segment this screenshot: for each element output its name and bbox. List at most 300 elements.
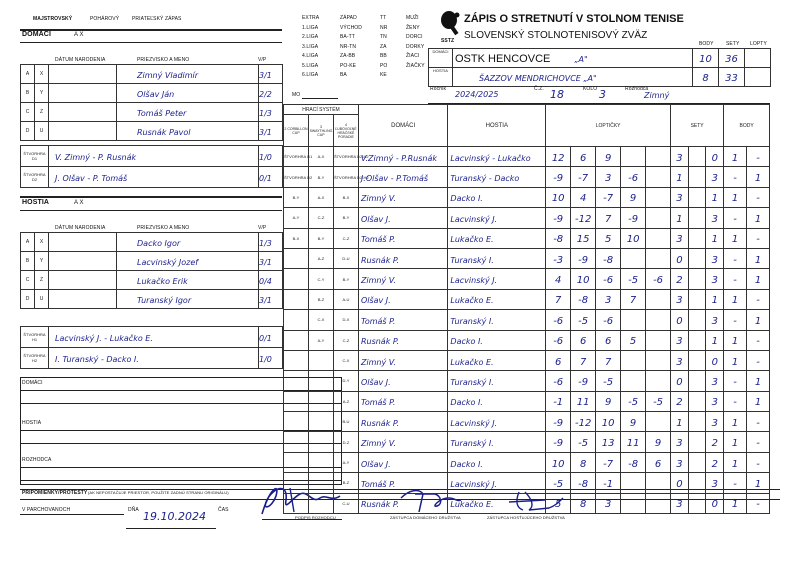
- ball-score[interactable]: -5: [553, 478, 564, 490]
- sets-home[interactable]: 2: [676, 397, 683, 409]
- sets-home[interactable]: 0: [676, 254, 683, 266]
- match-home-player[interactable]: Olšav J.: [360, 459, 391, 469]
- sets-home[interactable]: 3: [676, 295, 683, 307]
- ball-score[interactable]: 3: [604, 295, 612, 307]
- ball-score[interactable]: -7: [603, 458, 614, 470]
- system-code: A-Z: [342, 398, 350, 404]
- system-code: D-X: [342, 317, 350, 323]
- ball-score[interactable]: -5: [578, 315, 589, 327]
- sets-home[interactable]: 3: [676, 152, 683, 164]
- player-name[interactable]: Zimný Vladimír: [137, 71, 199, 80]
- domaci-col-datum: DÁTUM NARODENIA: [55, 57, 106, 63]
- away-body[interactable]: 8: [702, 73, 709, 84]
- col-lopty-label: LOPTY: [750, 41, 767, 47]
- hostia-col-vp: V/P: [258, 225, 267, 231]
- cat-majstrovsky: MAJSTROVSKÝ: [33, 16, 73, 22]
- date-label: DŇA: [128, 507, 139, 513]
- form-title: ZÁPIS O STRETNUTÍ V STOLNOM TENISE: [464, 13, 684, 25]
- ball-score[interactable]: 6: [555, 356, 562, 368]
- ball-score[interactable]: -6: [603, 315, 614, 327]
- ball-score[interactable]: 9: [604, 152, 612, 164]
- match-away-player[interactable]: Dacko I.: [450, 459, 483, 469]
- sets-away[interactable]: 0: [711, 356, 718, 368]
- table-row: D U Rusnák Pavol 3/1: [21, 122, 283, 141]
- sets-home[interactable]: 1: [676, 417, 683, 429]
- match-away-player[interactable]: Turanský - Dacko: [450, 174, 520, 184]
- ball-score[interactable]: 4: [579, 193, 587, 205]
- ball-score[interactable]: -8: [578, 478, 589, 490]
- ball-score[interactable]: 6: [654, 458, 662, 470]
- table-row: ŠTVORHRA H2 I. Turanský - Dacko I. 1/0: [21, 348, 283, 369]
- match-away-player[interactable]: Lacvinský - Lukačko: [450, 153, 531, 163]
- player-name[interactable]: Dacko Igor: [137, 239, 181, 248]
- ball-score[interactable]: 5: [604, 234, 612, 246]
- sets-away[interactable]: 2: [711, 438, 718, 450]
- match-home-player[interactable]: Tomáš P.: [360, 398, 396, 408]
- sets-home[interactable]: 0: [676, 315, 683, 327]
- sets-away[interactable]: 3: [711, 376, 718, 388]
- player-vp[interactable]: 3/1: [259, 296, 272, 305]
- table-row: ŠTVORHRA D1 V. Zimný - P. Rusnák 1/0: [21, 146, 283, 167]
- ball-score[interactable]: 11: [576, 397, 590, 409]
- match-row: [284, 187, 770, 207]
- mo-label: MO: [292, 92, 301, 98]
- match-home-player[interactable]: Rusnák P.: [360, 418, 400, 428]
- system-code: B-Y: [292, 194, 300, 200]
- sets-home[interactable]: 3: [676, 458, 683, 470]
- ball-score[interactable]: 9: [654, 438, 662, 450]
- points-home[interactable]: 1: [731, 152, 739, 164]
- doubles-name[interactable]: J. Olšav - P. Tomáš: [55, 174, 128, 183]
- match-row: [284, 208, 770, 228]
- points-home[interactable]: -: [733, 478, 737, 490]
- sets-away[interactable]: 3: [711, 173, 718, 185]
- sets-away[interactable]: 3: [711, 315, 718, 327]
- match-away-player[interactable]: Lacvinský J.: [450, 479, 498, 489]
- rozhodca-label: Rozhodca: [625, 86, 649, 92]
- match-home-player[interactable]: Rusnák P.: [360, 337, 400, 347]
- league-col-4: MUŽI ŽENY DORCI DORKY ŽIACI ŽIAČKY: [406, 15, 425, 69]
- doubles-vp[interactable]: 0/1: [259, 174, 272, 183]
- points-away[interactable]: 1: [754, 376, 762, 388]
- match-away-player[interactable]: Lukačko E.: [450, 357, 494, 367]
- hdr-hostia: HOSTIA: [448, 105, 546, 147]
- ball-score[interactable]: -12: [574, 213, 592, 225]
- home-sety[interactable]: 36: [725, 54, 738, 65]
- ball-score[interactable]: 12: [551, 152, 565, 164]
- ball-score[interactable]: -7: [603, 193, 614, 205]
- ball-score[interactable]: -3: [553, 254, 564, 266]
- points-away[interactable]: -: [756, 336, 760, 348]
- pripomienky-note: (AK NEPOSTAČUJE PRIESTOR, POUŽITE ZADNÚ STRANU ORIGINÁLU): [88, 490, 229, 495]
- match-home-player[interactable]: Zimný V.: [360, 439, 396, 449]
- hdr-sety: SETY: [671, 105, 724, 147]
- date-value[interactable]: 19.10.2024: [143, 510, 206, 523]
- ball-score[interactable]: -6: [553, 336, 564, 348]
- doubles-name[interactable]: I. Turanský - Dacko I.: [55, 355, 139, 364]
- sig-rozhodca-label: PODPIS ROZHODCU: [295, 515, 336, 520]
- ball-score[interactable]: 10: [576, 275, 590, 287]
- ball-score[interactable]: -9: [578, 376, 589, 388]
- match-away-player[interactable]: Turanský I.: [450, 439, 494, 449]
- doubles-name[interactable]: V. Zimný - P. Rusnák: [55, 153, 137, 162]
- points-home[interactable]: 1: [731, 417, 739, 429]
- points-away[interactable]: 1: [754, 478, 762, 490]
- match-home-player[interactable]: Olšav J.: [360, 214, 391, 224]
- match-away-player[interactable]: Dacko I.: [450, 337, 483, 347]
- system-code: C-Z: [317, 215, 325, 221]
- ball-score[interactable]: -5: [628, 275, 639, 287]
- system-code: B-Y: [342, 276, 350, 282]
- sets-home[interactable]: 1: [676, 173, 683, 185]
- sets-away[interactable]: 3: [711, 275, 718, 287]
- sstz-logo: SSTZ: [438, 10, 462, 44]
- ball-score[interactable]: 8: [579, 499, 587, 511]
- cz-label: Č.Z.: [534, 86, 544, 92]
- match-row: [284, 432, 770, 452]
- match-row: [284, 248, 770, 268]
- system-code: ŠTVORHRA D2-H2: [333, 154, 369, 160]
- ball-score[interactable]: 7: [629, 295, 637, 307]
- points-home[interactable]: 1: [731, 458, 739, 470]
- system-code: B-X: [292, 235, 300, 241]
- teams-table: [428, 48, 771, 87]
- sets-away[interactable]: 3: [711, 478, 718, 490]
- col-sety-label: SETY: [726, 41, 740, 47]
- ball-score[interactable]: -12: [574, 417, 592, 429]
- player-name[interactable]: Lukačko Erik: [137, 277, 188, 286]
- sets-away[interactable]: 3: [711, 213, 718, 225]
- away-team-name[interactable]: ŠAZZOV MENDRICHOVCE „A": [479, 74, 597, 83]
- system-code: A-X: [317, 154, 325, 160]
- domaci-players-table: [20, 64, 283, 141]
- match-away-player[interactable]: Dacko I.: [450, 398, 483, 408]
- form-subtitle: SLOVENSKÝ STOLNOTENISOVÝ ZVÄZ: [464, 30, 648, 41]
- points-away[interactable]: -: [756, 458, 760, 470]
- points-home[interactable]: 1: [731, 499, 739, 511]
- points-away[interactable]: 1: [754, 213, 762, 225]
- ball-score[interactable]: -8: [553, 234, 564, 246]
- player-vp[interactable]: 0/4: [259, 277, 272, 286]
- table-row: ŠTVORHRA H1 Lacvinský J. - Lukačko E. 0/1: [21, 327, 283, 348]
- sets-away[interactable]: 2: [711, 458, 718, 470]
- match-away-player[interactable]: Turanský I.: [450, 316, 494, 326]
- sets-home[interactable]: 3: [676, 193, 683, 205]
- ball-score[interactable]: 4: [555, 275, 562, 287]
- matches-table: HRACÍ SYSTÉM DOMÁCI HOSTIA LOPTIČKY SETY BODY 2 CORBILLON CUP 3 SWAYTHLING CUP 4 ĽUBOVOĽNÉ HRÁČSKÉ PORADIE ŠTVORHRA D1 A-X ŠTVORHRA D2-H2 V.Zimný - P.Rusnák Lacvinský - Lukačko 12 6 9 3 0 1 - ŠTVORHRA D2 B-Y ŠTVORHRA D2-H2 J.Olšav - P.Tomáš Turanský - Dacko -9 -7 3 -6 1 3 - 1 B-Y A-X B-X Zimný V. Dacko I. 10 4 -7 9 3 1 1 - A-Y C-Z B-Y Olšav J. Lacvinský J. -9 -12 7 -9 1 3 - 1 B-X B-Y C-Z Tomáš P. Lukačko E. -8 15 5 10 3 1 1 - A-Z D-U Rusnák P. Turanský I. -3 -9 -8 0 3 - 1 C-Y B-Y Zimný V. Lacvinský J. 4 10 -6 -5 -6 2 3 - 1 B-Z A-U Olšav J. Lukačko E. 7 -8 3 7 3 1 1 - C-X D-X Tomáš P. Turanský I. -6 -5 -6 0 3 - 1 A-Y C-Z Rusnák P. Dacko I. -6 6 6 5 3 1 1 - C-X Zimný V. Lukačko E. 6 7 7 3 0 1 - D-Y Olšav J. Turanský I. -6 -9 -5 0 3 - 1 A-Z Tomáš P. Dacko I. -1 11 9 -5 -5 2 3 - 1 B-U Rusnák P. Lacvinský J. -9 -12 10 9 1 3 1 - D-Z Zimný V. Turanský I. -9 -5 13 11 9 3 2 1 - A-Y Olšav J. Dacko I. 10 8 -7 -8 6 3 2 1 - B-Z Tomáš P. Lacvinský J. -5 -8 -1 0 3 - 1 C-U Rusnák P. Lukačko E. 5 8 3 3 0 1 -: [283, 104, 770, 514]
- sets-away[interactable]: 3: [711, 254, 718, 266]
- match-home-player[interactable]: Tomáš P.: [360, 316, 396, 326]
- player-name[interactable]: Lacvinský Jozef: [137, 258, 199, 267]
- system-code: A-Y: [342, 460, 350, 466]
- ball-score[interactable]: -5: [628, 397, 639, 409]
- ball-score[interactable]: -9: [628, 213, 639, 225]
- cat-poharovy: POHÁROVÝ: [90, 16, 120, 22]
- ball-score[interactable]: -8: [628, 458, 639, 470]
- match-row: [284, 310, 770, 330]
- hostia-title: HOSTIA: [22, 199, 50, 206]
- away-sety[interactable]: 33: [725, 73, 738, 84]
- system-code: B-Y: [317, 174, 325, 180]
- ball-score[interactable]: 3: [604, 173, 612, 185]
- player-name[interactable]: Tomáš Peter: [137, 109, 187, 118]
- ball-score[interactable]: -5: [578, 438, 589, 450]
- league-col-3: TT NR TN ZA BB PO KE: [380, 15, 388, 78]
- league-col-1: EXTRA 1.LIGA 2.LIGA 3.LIGA 4.LIGA 5.LIGA 6.LIGA: [302, 15, 320, 78]
- ball-score[interactable]: -9: [553, 173, 564, 185]
- hostia-col-datum: DÁTUM NARODENIA: [55, 225, 106, 231]
- match-home-player[interactable]: Tomáš P.: [360, 235, 396, 245]
- player-name[interactable]: Turanský Igor: [137, 296, 192, 305]
- system-code: A-X: [317, 194, 325, 200]
- match-home-player[interactable]: V.Zimný - P.Rusnák: [360, 153, 437, 163]
- ball-score[interactable]: 6: [604, 336, 612, 348]
- player-vp[interactable]: 3/1: [259, 258, 272, 267]
- sets-home[interactable]: 1: [676, 213, 683, 225]
- points-home[interactable]: 1: [731, 356, 739, 368]
- system-code: ŠTVORHRA D2-H2: [333, 174, 369, 180]
- points-home[interactable]: -: [733, 376, 737, 388]
- ball-score[interactable]: 3: [604, 499, 612, 511]
- match-row: [284, 371, 770, 391]
- rocnik-value[interactable]: 2024/2025: [455, 90, 499, 99]
- home-team-tag[interactable]: „A": [574, 55, 588, 64]
- match-home-player[interactable]: Rusnák P.: [360, 255, 400, 265]
- points-home[interactable]: 1: [731, 438, 739, 450]
- ball-score[interactable]: 5: [555, 499, 562, 511]
- table-row: A X Dacko Igor 1/3: [21, 233, 283, 252]
- ball-score[interactable]: 11: [626, 438, 640, 450]
- player-vp[interactable]: 3/1: [259, 71, 272, 80]
- sets-home[interactable]: 3: [676, 499, 683, 511]
- points-home[interactable]: 1: [731, 234, 739, 246]
- system-code: B-Y: [342, 215, 350, 221]
- match-row: [284, 493, 770, 513]
- system-code: A-Y: [292, 215, 300, 221]
- player-vp[interactable]: 1/3: [259, 109, 272, 118]
- match-home-player[interactable]: Olšav J.: [360, 296, 391, 306]
- ball-score[interactable]: 9: [629, 417, 637, 429]
- sets-away[interactable]: 1: [711, 336, 718, 348]
- player-vp[interactable]: 1/3: [259, 239, 272, 248]
- ball-score[interactable]: 10: [551, 458, 565, 470]
- player-vp[interactable]: 3/1: [259, 128, 272, 137]
- player-vp[interactable]: 2/2: [259, 90, 272, 99]
- ball-score[interactable]: 6: [579, 152, 587, 164]
- ball-score[interactable]: 7: [555, 295, 562, 307]
- pripomienky-label: PRIPOMIENKY/PROTESTY: [22, 490, 88, 496]
- system-code: ŠTVORHRA D2: [284, 174, 313, 180]
- system-code: ŠTVORHRA D1: [284, 154, 313, 160]
- ball-score[interactable]: 15: [576, 234, 590, 246]
- ball-score[interactable]: -6: [628, 173, 639, 185]
- hostia-col-meno: PRIEZVISKO A MENO: [137, 225, 190, 231]
- rozhodca-value[interactable]: Zimný: [644, 91, 670, 100]
- system-code: C-Z: [342, 337, 350, 343]
- points-away[interactable]: 1: [754, 275, 762, 287]
- doubles-vp[interactable]: 1/0: [259, 355, 272, 364]
- system-code: D-Z: [342, 439, 350, 445]
- match-home-player[interactable]: Tomáš P.: [360, 479, 396, 489]
- points-away[interactable]: -: [756, 438, 760, 450]
- system-code: A-Y: [317, 337, 325, 343]
- system-code: C-U: [342, 500, 350, 506]
- sets-home[interactable]: 3: [676, 234, 683, 246]
- home-team-name: OSTK HENCOVCE: [455, 53, 551, 65]
- hdr-domaci: DOMÁCI: [358, 105, 447, 147]
- sets-away[interactable]: 1: [711, 234, 718, 246]
- sets-home[interactable]: 3: [676, 336, 683, 348]
- points-home[interactable]: 1: [731, 295, 739, 307]
- sets-home[interactable]: 0: [676, 478, 683, 490]
- points-away[interactable]: -: [756, 499, 760, 511]
- match-row: [284, 269, 770, 289]
- points-home[interactable]: -: [733, 397, 737, 409]
- ball-score[interactable]: -6: [553, 315, 564, 327]
- table-row: B Y Lacvinský Jozef 3/1: [21, 252, 283, 271]
- ball-score[interactable]: 7: [604, 356, 612, 368]
- match-away-player[interactable]: Lukačko E.: [450, 235, 494, 245]
- points-away[interactable]: 1: [754, 315, 762, 327]
- match-away-player[interactable]: Turanský I.: [450, 377, 494, 387]
- ball-score[interactable]: 10: [601, 417, 615, 429]
- match-home-player[interactable]: J.Olšav - P.Tomáš: [360, 174, 429, 184]
- points-home[interactable]: 1: [731, 336, 739, 348]
- kolo-value[interactable]: 3: [599, 88, 606, 101]
- place-label: V PARCHOVANOCH: [22, 507, 71, 513]
- points-home[interactable]: -: [733, 173, 737, 185]
- ball-score[interactable]: -7: [578, 173, 589, 185]
- ball-score[interactable]: 9: [604, 397, 612, 409]
- sets-away[interactable]: 1: [711, 295, 718, 307]
- hdr-body: BODY: [724, 105, 770, 147]
- ball-score[interactable]: -6: [553, 376, 564, 388]
- ball-score[interactable]: 7: [604, 213, 612, 225]
- home-body[interactable]: 10: [699, 54, 712, 65]
- cz-value[interactable]: 18: [550, 88, 564, 101]
- match-row: [284, 167, 770, 187]
- sets-away[interactable]: 3: [711, 417, 718, 429]
- match-home-player[interactable]: Rusnák P.: [360, 500, 400, 510]
- match-away-player[interactable]: Lacvinský J.: [450, 214, 498, 224]
- ball-score[interactable]: -8: [603, 254, 614, 266]
- ball-score[interactable]: -1: [553, 397, 564, 409]
- system-code: B-Z: [317, 296, 325, 302]
- kolo-label: KOLO: [583, 86, 598, 92]
- points-home[interactable]: -: [733, 275, 737, 287]
- sets-home[interactable]: 2: [676, 275, 683, 287]
- doubles-vp[interactable]: 1/0: [259, 153, 272, 162]
- domaci-col-meno: PRIEZVISKO A MENO: [137, 57, 190, 63]
- table-row: ŠTVORHRA D2 J. Olšav - P. Tomáš 0/1: [21, 167, 283, 188]
- points-away[interactable]: -: [756, 417, 760, 429]
- match-away-player[interactable]: Turanský I.: [450, 255, 494, 265]
- doubles-name[interactable]: Lacvinský J. - Lukačko E.: [55, 334, 153, 343]
- points-home[interactable]: -: [733, 315, 737, 327]
- match-row: [284, 391, 770, 411]
- system-code: B-Y: [317, 235, 325, 241]
- match-home-player[interactable]: Zimný V.: [360, 276, 396, 286]
- doubles-vp[interactable]: 0/1: [259, 334, 272, 343]
- match-row: [284, 473, 770, 493]
- match-away-player[interactable]: Lacvinský J.: [450, 418, 498, 428]
- domaci-ax: A X: [74, 32, 84, 38]
- points-away[interactable]: 1: [754, 397, 762, 409]
- points-away[interactable]: 1: [754, 254, 762, 266]
- system-code: D-Y: [342, 378, 350, 384]
- points-home[interactable]: -: [733, 254, 737, 266]
- ball-score[interactable]: -9: [553, 213, 564, 225]
- points-away[interactable]: -: [756, 356, 760, 368]
- system-code: C-X: [317, 317, 325, 323]
- col-body-label: BODY: [699, 41, 714, 47]
- ball-score[interactable]: 9: [629, 193, 637, 205]
- match-home-player[interactable]: Zimný V.: [360, 194, 396, 204]
- sets-away[interactable]: 0: [711, 152, 718, 164]
- match-away-player[interactable]: Lukačko E.: [450, 500, 494, 510]
- table-row: A X Zimný Vladimír 3/1: [21, 65, 283, 84]
- ball-score[interactable]: -9: [578, 254, 589, 266]
- ball-score[interactable]: -9: [553, 417, 564, 429]
- sets-home[interactable]: 3: [676, 356, 683, 368]
- sets-home[interactable]: 0: [676, 376, 683, 388]
- ball-score[interactable]: -1: [603, 478, 614, 490]
- ball-score[interactable]: -8: [578, 295, 589, 307]
- ball-score[interactable]: 5: [629, 336, 637, 348]
- points-away[interactable]: -: [756, 193, 760, 205]
- points-away[interactable]: 1: [754, 173, 762, 185]
- points-away[interactable]: -: [756, 152, 760, 164]
- system-code: B-X: [342, 194, 350, 200]
- hostia-doubles-table: [20, 326, 283, 369]
- match-home-player[interactable]: Olšav J.: [360, 377, 391, 387]
- points-home[interactable]: 1: [731, 193, 739, 205]
- player-name[interactable]: Rusnák Pavol: [137, 128, 191, 137]
- league-col-2: ZÁPAD VÝCHOD BA-TT NR-TN ZA-BB PO-KE BA: [340, 15, 362, 78]
- ball-score[interactable]: 7: [579, 356, 587, 368]
- ball-score[interactable]: -9: [553, 438, 564, 450]
- ball-score[interactable]: 6: [579, 336, 587, 348]
- match-row: [284, 228, 770, 248]
- points-home[interactable]: -: [733, 213, 737, 225]
- ball-score[interactable]: -5: [653, 397, 664, 409]
- ball-score[interactable]: 13: [601, 438, 615, 450]
- system-code: D-U: [342, 256, 350, 262]
- ball-score[interactable]: 10: [551, 193, 565, 205]
- table-row: B Y Olšav Ján 2/2: [21, 84, 283, 103]
- sets-home[interactable]: 3: [676, 438, 683, 450]
- ball-score[interactable]: -6: [653, 275, 664, 287]
- cat-priatelsky: PRIATEĽSKÝ ZÁPAS: [132, 16, 182, 22]
- match-away-player[interactable]: Lacvinský J.: [450, 276, 498, 286]
- match-home-player[interactable]: Zimný V.: [360, 357, 396, 367]
- match-away-player[interactable]: Lukačko E.: [450, 296, 494, 306]
- player-name[interactable]: Olšav Ján: [137, 90, 175, 99]
- sets-away[interactable]: 3: [711, 397, 718, 409]
- sig-home-label: ZÁSTUPCA DOMÁCEHO DRUŽSTVA: [390, 515, 461, 520]
- ball-score[interactable]: -5: [603, 376, 614, 388]
- points-away[interactable]: -: [756, 234, 760, 246]
- match-away-player[interactable]: Dacko I.: [450, 194, 483, 204]
- ball-score[interactable]: 8: [579, 458, 587, 470]
- sets-away[interactable]: 0: [711, 499, 718, 511]
- paddle-icon: [438, 10, 462, 38]
- points-away[interactable]: -: [756, 295, 760, 307]
- sets-away[interactable]: 1: [711, 193, 718, 205]
- ball-score[interactable]: -6: [603, 275, 614, 287]
- ball-score[interactable]: 10: [626, 234, 640, 246]
- match-row: [284, 350, 770, 370]
